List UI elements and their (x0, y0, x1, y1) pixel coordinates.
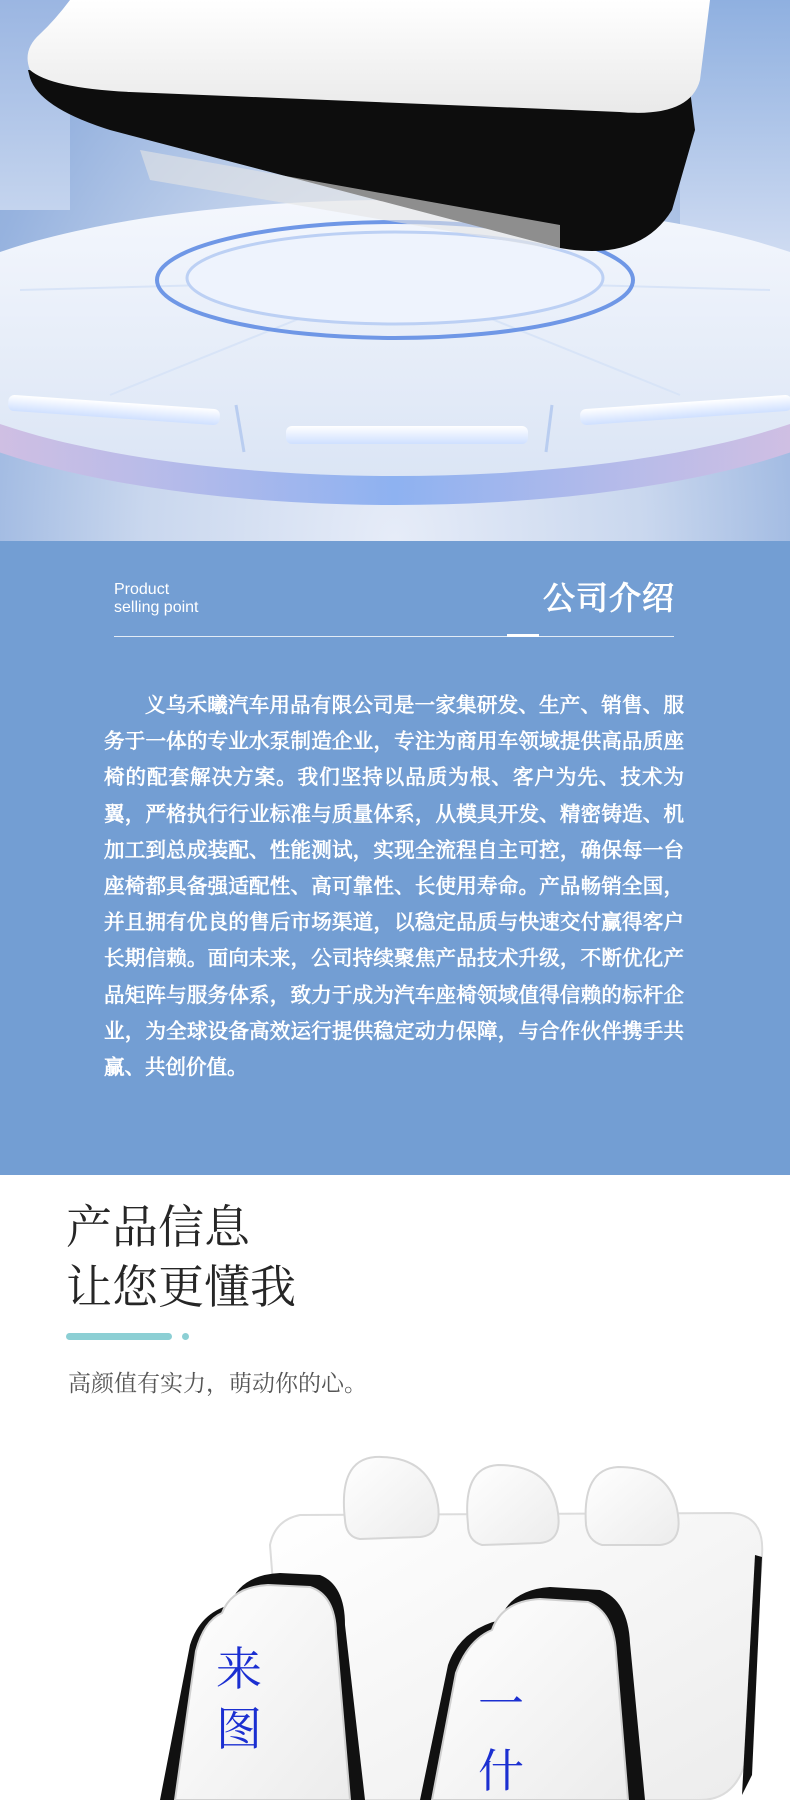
seat-print-right-2: 什 (478, 1744, 524, 1798)
label-line-selling-point: selling point (114, 599, 199, 616)
product-info-section (0, 1175, 790, 1800)
company-intro-section (0, 541, 790, 1175)
seat-print-left-1: 来 (216, 1642, 262, 1696)
hero-illustration (0, 0, 790, 541)
rear-headrest-left (344, 1457, 439, 1539)
rear-headrest-center (467, 1465, 558, 1545)
divider-line (114, 636, 674, 637)
divider-accent (507, 634, 539, 637)
heading-line-1: 产品信息 (66, 1200, 250, 1254)
seat-cover-illustration (0, 1175, 790, 1800)
seat-print-right-1: 一 (478, 1677, 524, 1731)
company-intro-text: 义乌禾曦汽车用品有限公司是一家集研发、生产、销售、服务于一体的专业水泵制造企业，专注为商用车领域提供高品质座椅的配套解决方案。我们坚持以品质为根、客户为先、技术为翼，严格执行行业标准与质量体系，从模具开发、精密铸造、机加工到总成装配、性能测试，实现全流程自主可控，确保每一台座椅都具备强适配性、高可靠性、长使用寿命。产品畅销全国，并且拥有优良的售后市场渠道，以稳定品质与快速交付赢得客户长期信赖。面向未来，公司持续聚焦产品技术升级，不断优化产品矩阵与服务体系，致力于成为汽车座椅领域值得信赖的标杆企业，为全球设备高效运行提供稳定动力保障，与合作伙伴携手共赢、共创价值。 (104, 693, 684, 1080)
light-bar-center (286, 426, 528, 444)
heading-line-2: 让您更懂我 (66, 1260, 296, 1314)
product-slogan: 高颜值有实力，萌动你的心。 (68, 1371, 367, 1397)
label-line-product: Product (114, 581, 170, 598)
rear-headrest-right (586, 1467, 679, 1545)
seat-print-left-2: 图 (216, 1702, 262, 1756)
company-intro-title: 公司介绍 (542, 579, 675, 617)
product-selling-point-label (114, 581, 199, 617)
hero-banner (0, 0, 790, 541)
